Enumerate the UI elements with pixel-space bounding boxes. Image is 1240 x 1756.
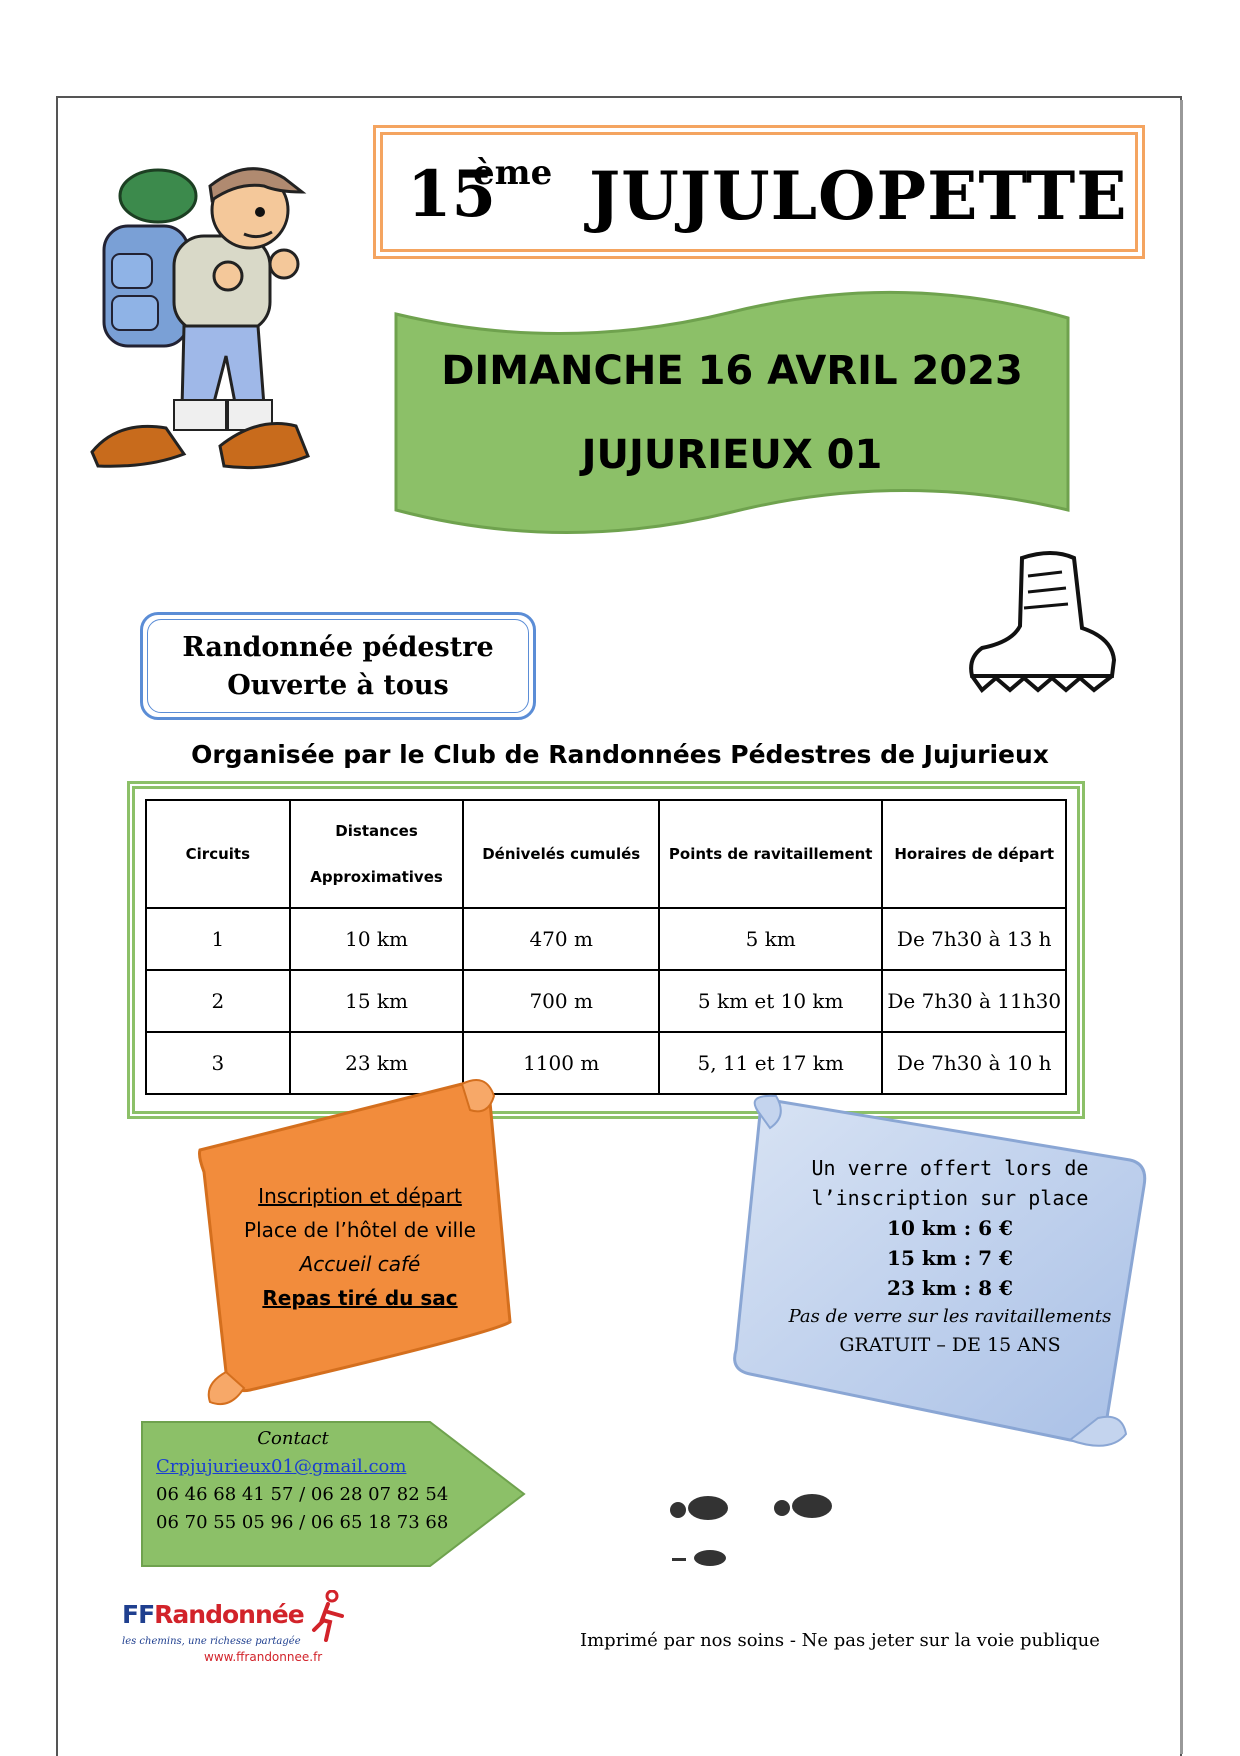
footer-note: Imprimé par nos soins - Ne pas jeter sur la voie publique xyxy=(580,1630,1100,1651)
edition-suffix: ème xyxy=(473,153,553,193)
footprints-icon xyxy=(664,1488,864,1578)
table-header-row xyxy=(146,800,1066,908)
hike-type: Randonnée pédestre xyxy=(182,632,494,663)
circuit-number: 1 xyxy=(146,908,290,970)
date-banner-shape xyxy=(392,290,1072,538)
edition-number: 15 xyxy=(407,157,497,232)
circuits-table xyxy=(145,799,1067,1095)
price-10km: 10 km : 6 € xyxy=(887,1216,1013,1240)
meal-note: Repas tiré du sac xyxy=(262,1286,458,1310)
ffrandonnee-tagline: les chemins, une richesse partagée xyxy=(122,1636,301,1647)
circuit-elevation: 470 m xyxy=(463,908,658,970)
glass-offer-line1: Un verre offert lors de xyxy=(811,1156,1089,1180)
price-15km: 15 km : 7 € xyxy=(887,1246,1013,1270)
contact-email-link[interactable]: Crpjujurieux01@gmail.com xyxy=(156,1456,407,1477)
contact-phones-2: 06 70 55 05 96 / 06 65 18 73 68 xyxy=(156,1512,449,1533)
circuit-number: 2 xyxy=(146,970,290,1032)
circuit-times: De 7h30 à 11h30 xyxy=(882,970,1066,1032)
glass-offer-line2: l’inscription sur place xyxy=(811,1186,1089,1210)
circuit-elevation: 700 m xyxy=(463,970,658,1032)
event-place: JUJURIEUX 01 xyxy=(581,432,883,478)
price-23km: 23 km : 8 € xyxy=(887,1276,1013,1300)
table-row xyxy=(146,908,1066,970)
welcome-coffee: Accueil café xyxy=(299,1252,421,1276)
circuit-elevation: 1100 m xyxy=(463,1032,658,1094)
contact-phones-1: 06 46 68 41 57 / 06 28 07 82 54 xyxy=(156,1484,449,1505)
hiker-illustration xyxy=(88,156,348,496)
page-shadow xyxy=(1180,100,1183,1754)
ffrandonnee-logo: FFRandonnée xyxy=(122,1600,304,1629)
inscription-place: Place de l’hôtel de ville xyxy=(244,1218,476,1242)
circuit-distance: 15 km xyxy=(290,970,464,1032)
circuits-table-frame xyxy=(132,786,1080,1114)
header-circuits: Circuits xyxy=(146,800,290,908)
no-glass-note: Pas de verre sur les ravitaillements xyxy=(788,1306,1112,1327)
circuit-times: De 7h30 à 13 h xyxy=(882,908,1066,970)
header-start-times: Horaires de départ xyxy=(882,800,1066,908)
circuit-supply: 5 km et 10 km xyxy=(659,970,883,1032)
hike-access: Ouverte à tous xyxy=(227,670,449,701)
circuit-distance: 10 km xyxy=(290,908,464,970)
organizer-line: Organisée par le Club de Randonnées Pédestres de Jujurieux xyxy=(191,740,1049,769)
inscription-scroll-shape xyxy=(190,1072,520,1412)
ffrandonnee-url[interactable]: www.ffrandonnee.fr xyxy=(204,1650,323,1664)
hiker-logo-icon xyxy=(308,1590,348,1642)
hike-info-box xyxy=(140,612,536,720)
event-title-box xyxy=(380,132,1138,252)
header-supply-points: Points de ravitaillement xyxy=(659,800,883,908)
circuit-supply: 5, 11 et 17 km xyxy=(659,1032,883,1094)
circuit-times: De 7h30 à 10 h xyxy=(882,1032,1066,1094)
hiking-boot-icon xyxy=(962,548,1122,696)
circuit-supply: 5 km xyxy=(659,908,883,970)
header-distances: Distances Approximatives xyxy=(290,800,464,908)
circuit-distance: 23 km xyxy=(290,1032,464,1094)
circuit-number: 3 xyxy=(146,1032,290,1094)
event-name: JUJULOPETTE xyxy=(589,157,1128,235)
header-elevation: Dénivelés cumulés xyxy=(463,800,658,908)
table-row xyxy=(146,970,1066,1032)
event-date: DIMANCHE 16 AVRIL 2023 xyxy=(441,348,1023,394)
inscription-heading: Inscription et départ xyxy=(258,1184,462,1208)
contact-title: Contact xyxy=(257,1428,329,1449)
free-under-15: GRATUIT – DE 15 ANS xyxy=(839,1334,1061,1356)
